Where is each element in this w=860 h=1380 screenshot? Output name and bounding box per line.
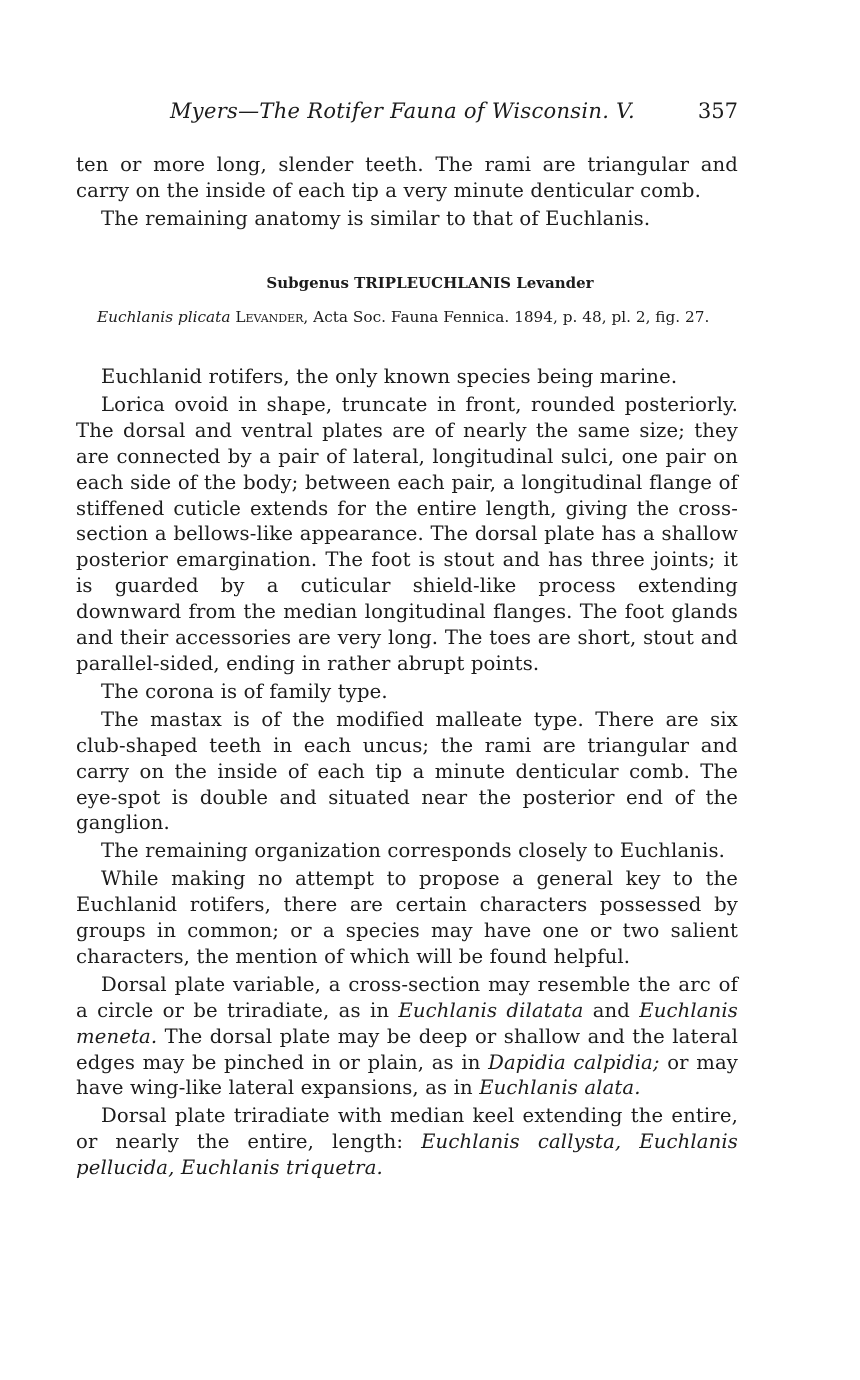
species-euchlanis-meneta: Euchlanis meneta.: [76, 998, 739, 1048]
paragraph-lorica: Lorica ovoid in shape, truncate in front, rounded posteriorly. The dorsal and ventral plates are of nearly the same size; they are connected by a pair of lateral, longitudinal sulci, one pair on each side of the body; between each pair, a longitudinal flange of stiffened cuticle extends for the entire length, giving the cross-section a bellows-like appearance. The dorsal plate has a shallow posterior emargination. The foot is stout and has three joints; it is guarded by a cuticular shield-like process extending downward from the median longitudinal flanges. The foot glands and their accessories are very long. The toes are short, stout and parallel-sided, ending in rather abrupt points.: [76, 392, 738, 675]
paragraph-dorsal-plate-triradiate: [76, 1103, 738, 1181]
species-dapidia-calpidia: Dapidia calpidia;: [488, 1050, 660, 1074]
species-list-triradiate: Euchlanis callysta, Euchlanis pellucida, Euchlanis triquetra.: [76, 1130, 738, 1180]
dorsal-text-3: The dorsal plate may be deep or shallow and the lateral edges may be pinched in or plain, as in: [76, 1024, 738, 1074]
paragraph-remaining-organization: The remaining organization corresponds closely to Euchlanis.: [101, 839, 726, 863]
species-euchlanis-alata: Euchlanis alata.: [479, 1076, 641, 1100]
species-citation: [97, 306, 738, 328]
citation-species-name: Euchlanis plicata: [97, 308, 231, 326]
triradiate-text-1: Dorsal plate triradiate with median keel extending the entire, or nearly the entire, length:: [76, 1104, 738, 1154]
running-title: Myers—The Rotifer Fauna of Wisconsin. V.: [170, 99, 635, 123]
paragraph-remaining-anatomy: The remaining anatomy is similar to that of Euchlanis.: [101, 206, 651, 230]
citation-author: Levander,: [235, 308, 309, 326]
citation-reference: Acta Soc. Fauna Fennica. 1894, p. 48, pl. 2, fig. 27.: [313, 308, 710, 326]
dorsal-text-1: Dorsal plate variable, a cross-section may resemble the arc of a circle or be triradiate, as in: [76, 972, 738, 1022]
paragraph-mastax: The mastax is of the modified malleate type. There are six club-shaped teeth in each uncus; the rami are triangular and carry on the inside of each tip a minute denticular comb. The eye-spot is double and situated near the posterior end of the ganglion.: [76, 707, 738, 835]
paragraph-continued-teeth: ten or more long, slender teeth. The rami are triangular and carry on the inside of each tip a very minute denticular comb.: [76, 153, 738, 202]
dorsal-text-4: or may have wing-like lateral expansions, as in: [76, 1050, 739, 1100]
paragraph-dorsal-plate-variable: [76, 972, 738, 1102]
paragraph-intro: Euchlanid rotifers, the only known species being marine.: [101, 365, 678, 388]
paragraph-corona: The corona is of family type.: [101, 679, 388, 703]
dorsal-text-2: and: [583, 998, 640, 1022]
paragraph-key: While making no attempt to propose a general key to the Euchlanid rotifers, there are certain characters possessed by groups in common; or a species may have one or two salient characters, the mention of which will be found helpful.: [76, 867, 738, 968]
page-number: 357: [697, 99, 738, 123]
description-text-block: [76, 364, 738, 1183]
continued-text-block: [76, 152, 738, 234]
subgenus-heading: Subgenus TRIPLEUCHLANIS Levander: [266, 274, 594, 292]
species-euchlanis-dilatata: Euchlanis dilatata: [398, 998, 584, 1022]
